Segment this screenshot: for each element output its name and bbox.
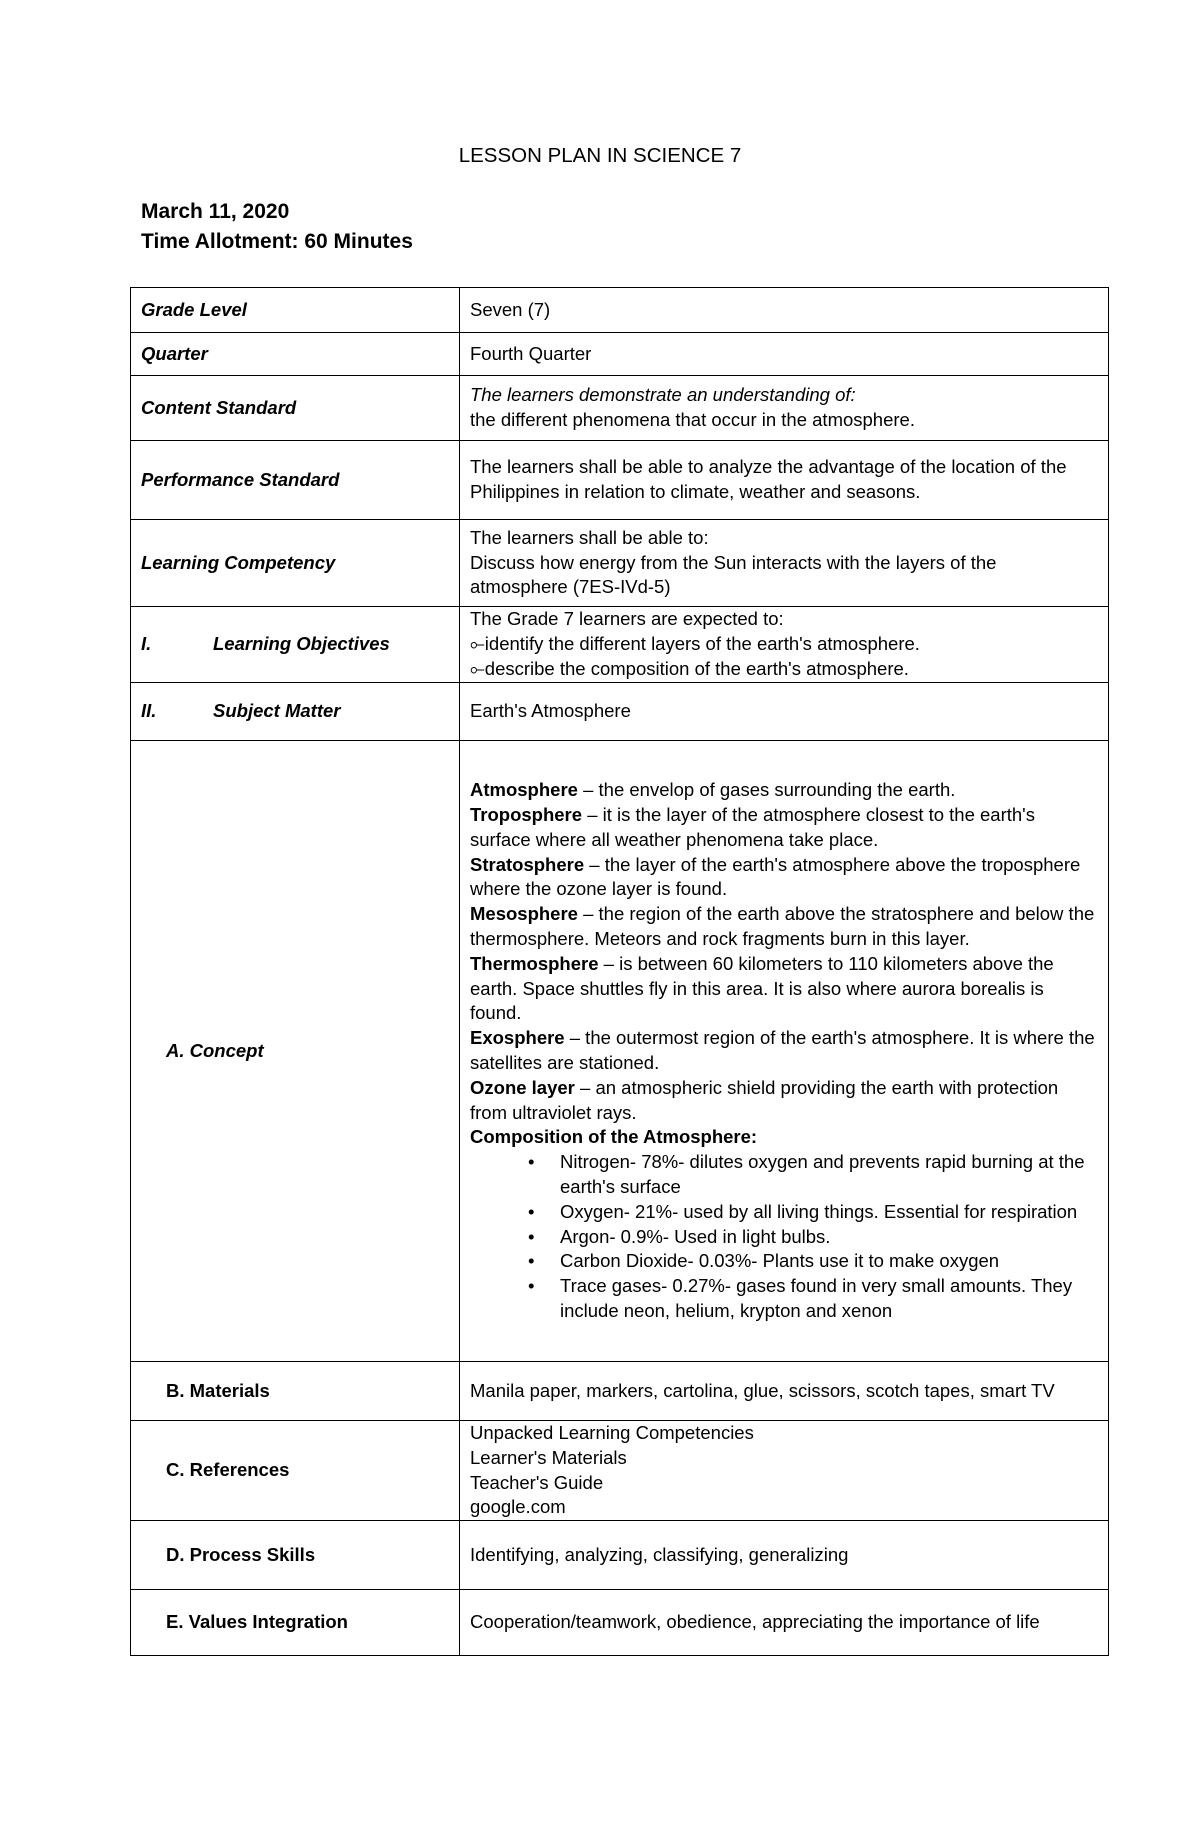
- concept-term: Mesosphere: [470, 903, 578, 925]
- objective-item: ⟜describe the composition of the earth's atmosphere.: [470, 657, 909, 679]
- row-label-values-integration: E. Values Integration: [131, 1590, 460, 1656]
- concept-term: Ozone layer: [470, 1076, 575, 1098]
- list-item: • Trace gases- 0.27%- gases found in very small amounts. They include neon, helium, krypton and xenon: [560, 1274, 1098, 1324]
- concept-definition: [470, 853, 1098, 903]
- learning-competency-intro: The learners shall be able to:: [470, 526, 709, 548]
- row-label-content-standard: Content Standard: [131, 376, 460, 441]
- row-label-process-skills: D. Process Skills: [131, 1521, 460, 1590]
- table-row: [131, 376, 1109, 441]
- table-row: [131, 441, 1109, 520]
- list-item: • Oxygen- 21%- used by all living things. Essential for respiration: [560, 1200, 1098, 1225]
- concept-text: – the region of the earth above the stratosphere and below the thermosphere. Meteors and rock fragments burn in this layer.: [470, 903, 1095, 950]
- learning-competency-text: Discuss how energy from the Sun interacts with the layers of the atmosphere (7ES-IVd-5): [470, 551, 997, 598]
- lesson-date: March 11, 2020: [141, 200, 290, 223]
- row-value-concept: [460, 741, 1109, 1362]
- concept-definition: [470, 778, 1098, 803]
- row-label-quarter: Quarter: [131, 333, 460, 376]
- concept-text: – an atmospheric shield providing the earth with protection from ultraviolet rays.: [470, 1076, 1059, 1123]
- objectives-intro: The Grade 7 learners are expected to:: [470, 608, 784, 630]
- list-item: • Carbon Dioxide- 0.03%- Plants use it to make oxygen: [560, 1249, 1098, 1274]
- reference-item: google.com: [470, 1496, 566, 1518]
- reference-item: Learner's Materials: [470, 1446, 627, 1468]
- table-row: [131, 683, 1109, 741]
- table-row: [131, 333, 1109, 376]
- row-value-subject-matter: Earth's Atmosphere: [460, 683, 1109, 741]
- content-standard-intro: The learners demonstrate an understanding of:: [470, 384, 856, 406]
- concept-term: Troposphere: [470, 804, 583, 826]
- concept-definition: [470, 803, 1098, 853]
- row-label-performance-standard: Performance Standard: [131, 441, 460, 520]
- concept-text: – it is the layer of the atmosphere closest to the earth's surface where all weather phenomena take place.: [470, 804, 1035, 850]
- row-label-references: C. References: [131, 1421, 460, 1521]
- row-label-materials: B. Materials: [131, 1362, 460, 1421]
- row-value-content-standard: [460, 376, 1109, 441]
- concept-text: – the layer of the earth's atmosphere above the troposphere where the ozone layer is found.: [470, 853, 1081, 900]
- concept-definition: [470, 1076, 1098, 1126]
- row-value-performance-standard: The learners shall be able to analyze the advantage of the location of the Philippines in relation to climate, weather and seasons.: [460, 441, 1109, 520]
- table-row: [131, 741, 1109, 1362]
- row-label-grade-level: Grade Level: [131, 288, 460, 333]
- row-value-materials: Manila paper, markers, cartolina, glue, scissors, scotch tapes, smart TV: [460, 1362, 1109, 1421]
- concept-definition: [470, 1026, 1098, 1076]
- concept-term: Exosphere: [470, 1027, 565, 1049]
- section-label: Learning Objectives: [213, 633, 390, 655]
- row-value-quarter: Fourth Quarter: [460, 333, 1109, 376]
- row-label-learning-competency: Learning Competency: [131, 520, 460, 607]
- concept-text: – the envelop of gases surrounding the earth.: [577, 779, 956, 801]
- row-value-learning-competency: [460, 520, 1109, 607]
- row-value-process-skills: Identifying, analyzing, classifying, generalizing: [460, 1521, 1109, 1590]
- table-row: [131, 1421, 1109, 1521]
- reference-item: Unpacked Learning Competencies: [470, 1422, 754, 1443]
- table-row: [131, 1521, 1109, 1590]
- table-row: [131, 607, 1109, 683]
- content-standard-text: the different phenomena that occur in the atmosphere.: [470, 409, 915, 430]
- objective-item: ⟜identify the different layers of the earth's atmosphere.: [470, 633, 920, 655]
- row-value-references: [460, 1421, 1109, 1521]
- row-value-values-integration: Cooperation/teamwork, obedience, appreciating the importance of life: [460, 1590, 1109, 1656]
- list-item: • Argon- 0.9%- Used in light bulbs.: [560, 1225, 1098, 1250]
- row-value-grade-level: Seven (7): [460, 288, 1109, 333]
- concept-term: Stratosphere: [470, 853, 585, 875]
- table-row: [131, 1590, 1109, 1656]
- row-label-concept: A. Concept: [131, 741, 460, 1362]
- reference-item: Teacher's Guide: [470, 1471, 604, 1493]
- table-row: [131, 288, 1109, 333]
- table-row: [131, 520, 1109, 607]
- time-allotment: Time Allotment: 60 Minutes: [141, 230, 413, 253]
- concept-term: Thermosphere: [470, 952, 599, 974]
- concept-text: – the outermost region of the earth's atmosphere. It is where the satellites are stationed.: [470, 1027, 1095, 1073]
- table-row: [131, 1362, 1109, 1421]
- gas-list: [470, 1150, 1098, 1324]
- row-value-learning-objectives: [460, 607, 1109, 683]
- list-item: • Nitrogen- 78%- dilutes oxygen and prevents rapid burning at the earth's surface: [560, 1150, 1098, 1200]
- concept-definition: [470, 952, 1098, 1026]
- section-numeral: II.: [141, 700, 157, 722]
- document-title: LESSON PLAN IN SCIENCE 7: [458, 144, 742, 167]
- concept-term: Atmosphere: [470, 779, 578, 801]
- section-label: Subject Matter: [213, 700, 341, 722]
- composition-heading: Composition of the Atmosphere:: [470, 1126, 758, 1148]
- lesson-plan-table: [130, 287, 1109, 1656]
- section-numeral: I.: [141, 633, 152, 655]
- row-label-learning-objectives: [131, 607, 460, 683]
- concept-definition: [470, 902, 1098, 952]
- concept-text: – is between 60 kilometers to 110 kilometers above the earth. Space shuttles fly in this area. It is also where aurora borealis is found.: [470, 952, 1054, 1024]
- row-label-subject-matter: [131, 683, 460, 741]
